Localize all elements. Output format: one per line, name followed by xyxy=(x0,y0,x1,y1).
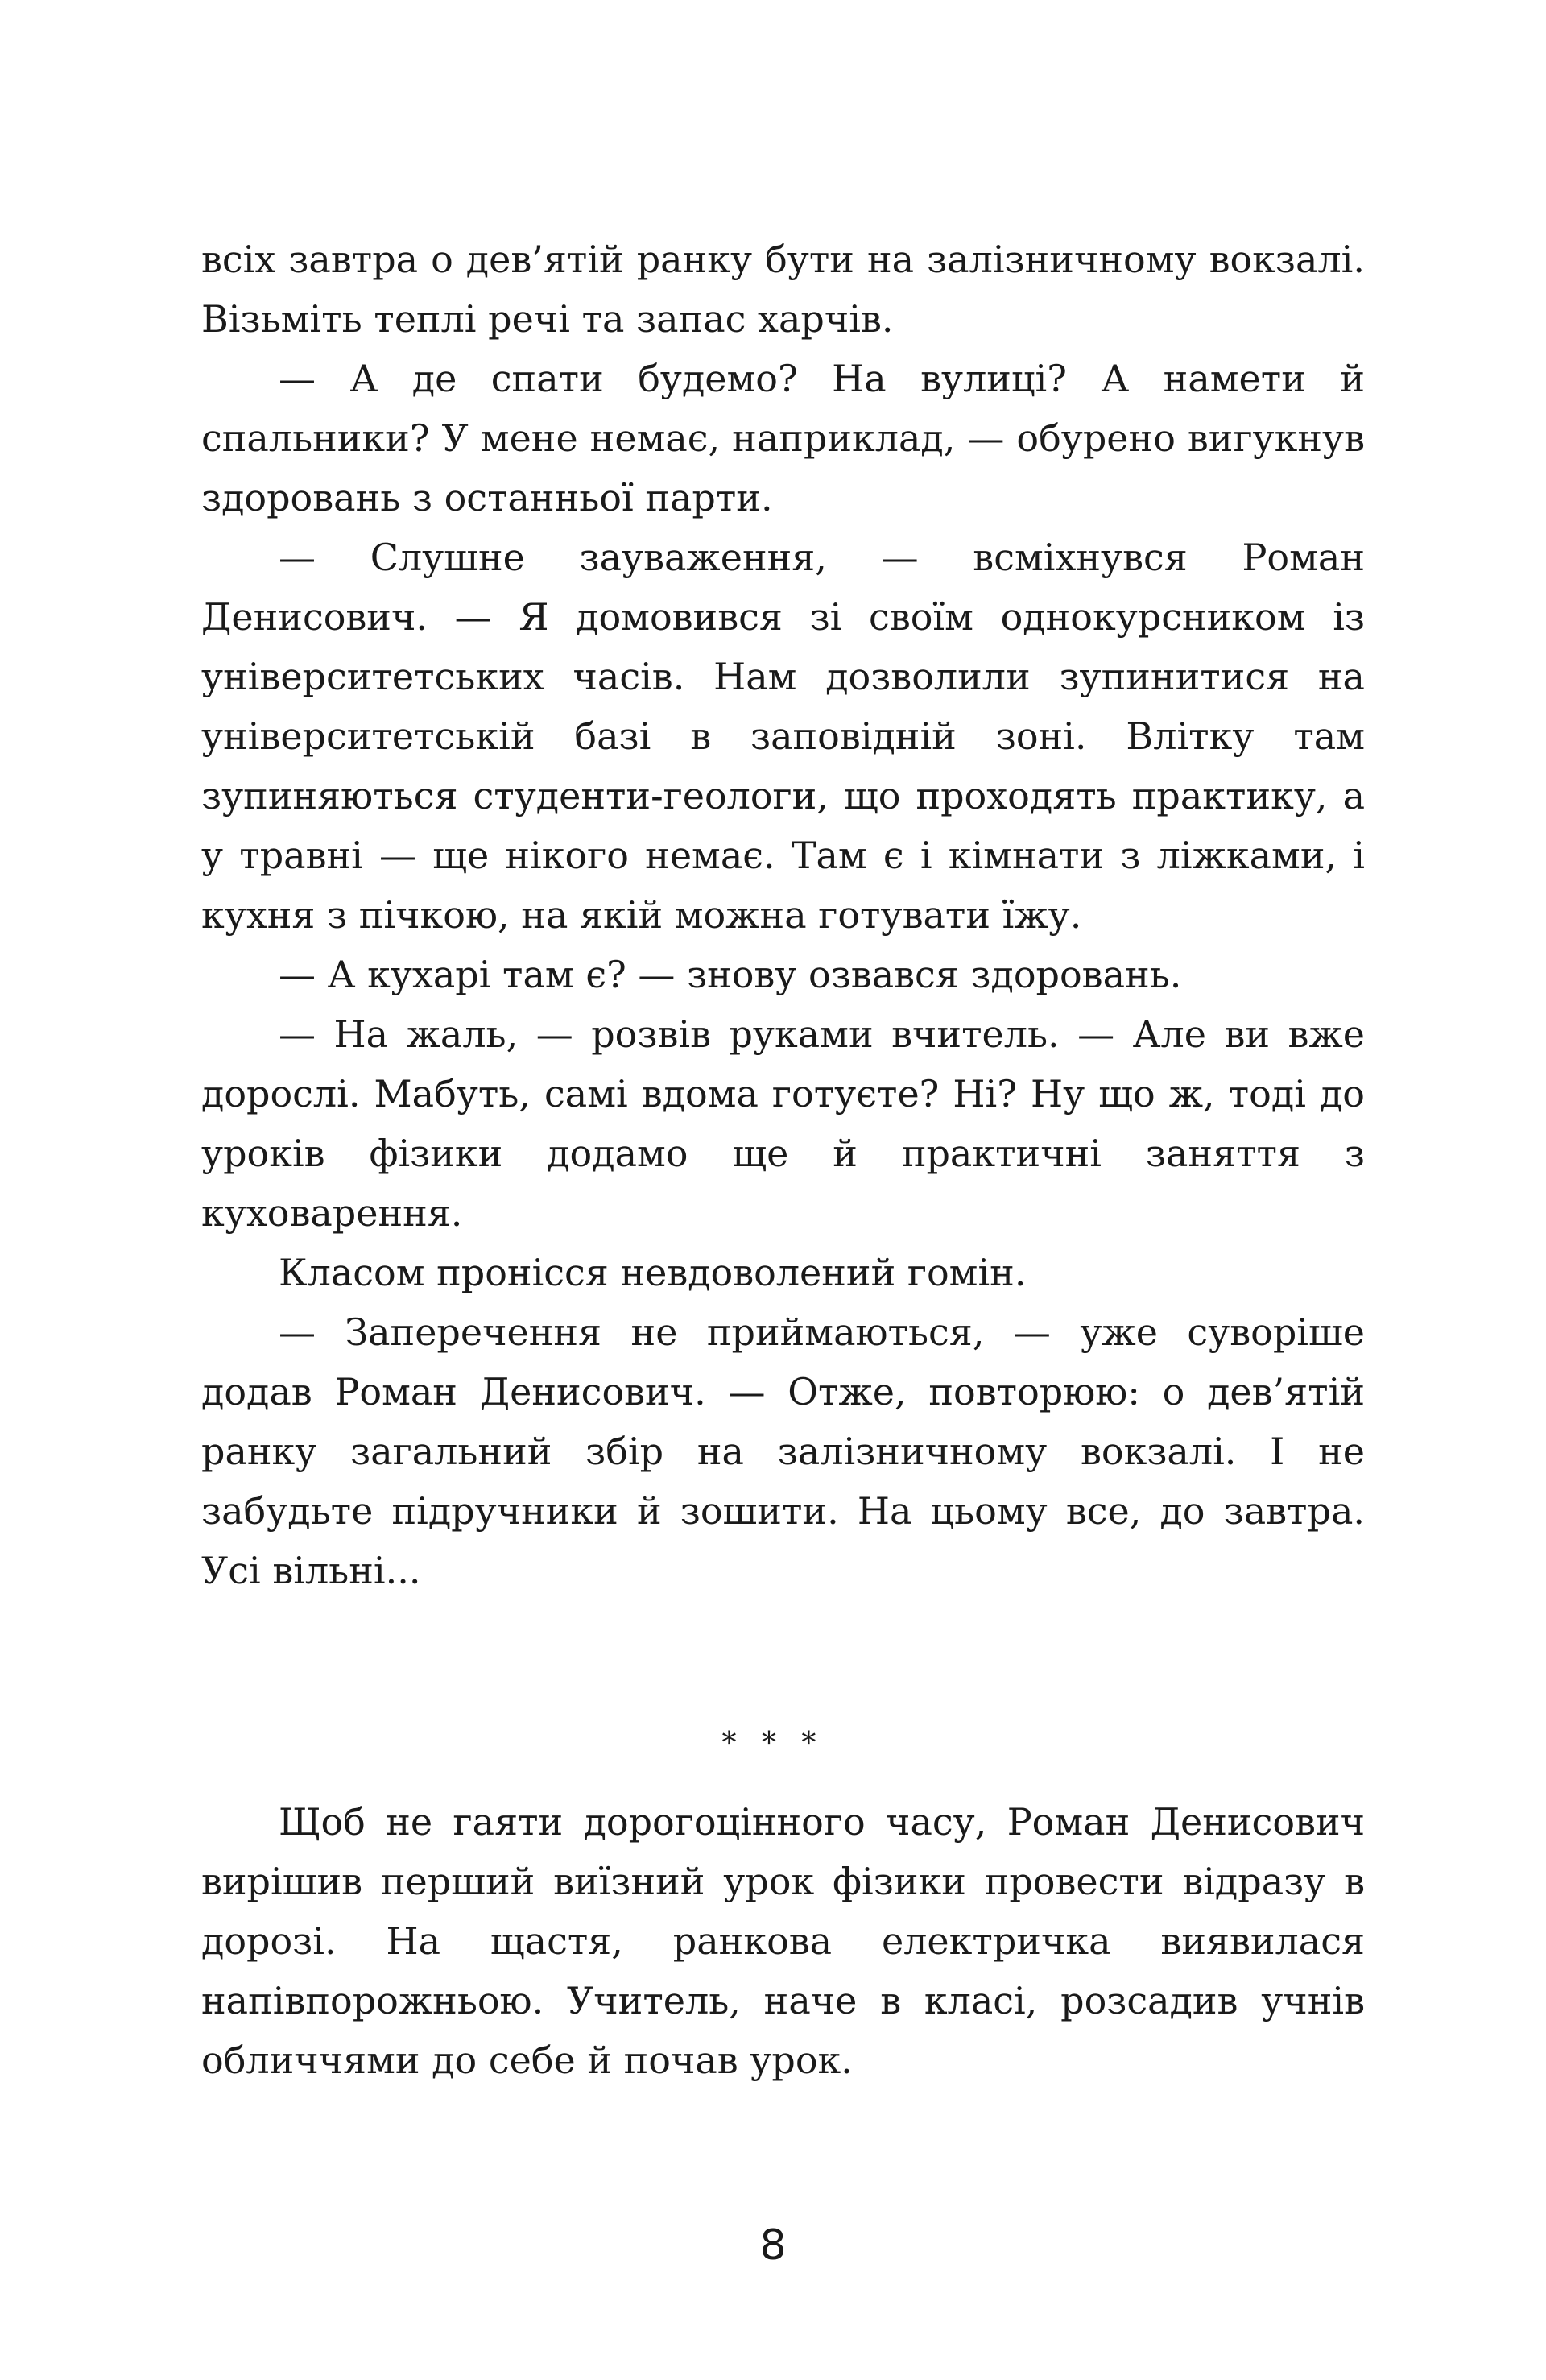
text-section-two xyxy=(201,1792,1365,2090)
paragraph-narration: Щоб не гаяти дорогоцінного часу, Роман Денисович вирішив перший виїзний урок фізики провести відразу в дорозі. На щастя, ранкова електричка виявилася напівпорожньою. Учитель, наче в класі, розсадив учнів обличчями до себе й почав урок. xyxy=(201,1800,1365,2082)
paragraph-dialogue: — А де спати будемо? На вулиці? А намети й спальники? У мене немає, наприклад, — обурено вигукнув здоровань з останньої парти. xyxy=(201,357,1365,519)
section-separator: * * * xyxy=(721,1727,825,1760)
paragraph-continuation: всіх завтра о дев’ятій ранку бути на залізничному вокзалі. Візьміть теплі речі та запас харчів. xyxy=(201,238,1365,341)
paragraph-dialogue: — Слушне зауваження, — всміхнувся Роман Денисович. — Я домовився зі своїм однокурсником із університетських часів. Нам дозволили зупинитися на університетській базі в заповідній зоні. Влітку там зупиняються студенти-геологи, що проходять практику, а у травні — ще нікого немає. Там є і кімнати з ліжками, і кухня з пічкою, на якій можна готувати їжу. xyxy=(201,536,1365,937)
text-section-one xyxy=(201,230,1365,1600)
paragraph-narration: Класом пронісся невдоволений гомін. xyxy=(279,1251,1027,1294)
paragraph-dialogue: — На жаль, — розвів руками вчитель. — Але ви вже дорослі. Мабуть, самі вдома готуєте? Ні? Ну що ж, тоді до уроків фізики додамо ще й практичні заняття з куховарення. xyxy=(201,1012,1365,1235)
paragraph-dialogue: — А кухарі там є? — знову озвався здоровань. xyxy=(279,953,1182,996)
paragraph-dialogue: — Заперечення не приймаються, — уже суворіше додав Роман Денисович. — Отже, повторюю: о дев’ятій ранку загальний збір на залізничному вокзалі. І не забудьте підручники й зошити. На цьому все, до завтра. Усі вільні... xyxy=(201,1310,1365,1592)
page-number: 8 xyxy=(759,2221,787,2270)
